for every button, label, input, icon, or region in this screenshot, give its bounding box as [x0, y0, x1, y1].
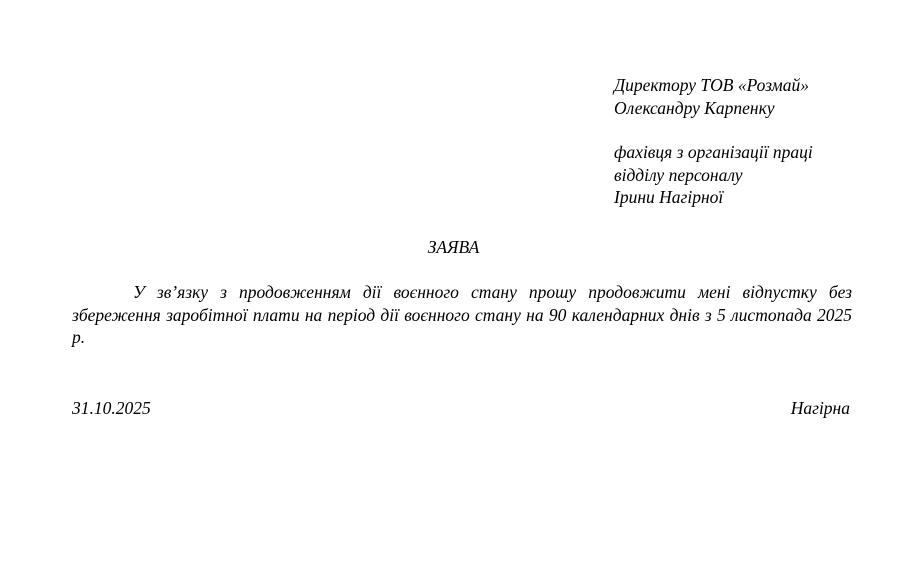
document-date: 31.10.2025	[72, 398, 151, 418]
addressee-spacer	[614, 119, 904, 141]
addressee-name: Олександру Карпенку	[614, 97, 775, 118]
sender-name: Ірини Нагірної	[614, 187, 724, 207]
sender-position: фахівця з організації праці	[614, 142, 813, 162]
application-body: У зв’язку з продовженням дії воєнного стану прошу продовжити мені відпустку без збереження заробітної плати на період дії воєнного стану на 90 календарних днів з 5 листопада 2025 р.	[72, 282, 852, 347]
sender-department: відділу персоналу	[614, 164, 743, 185]
document-title: ЗАЯВА	[427, 237, 480, 257]
addressee-block	[614, 74, 904, 209]
signature: Нагірна	[790, 398, 850, 418]
addressee-position: Директору ТОВ «Розмай»	[614, 75, 809, 95]
